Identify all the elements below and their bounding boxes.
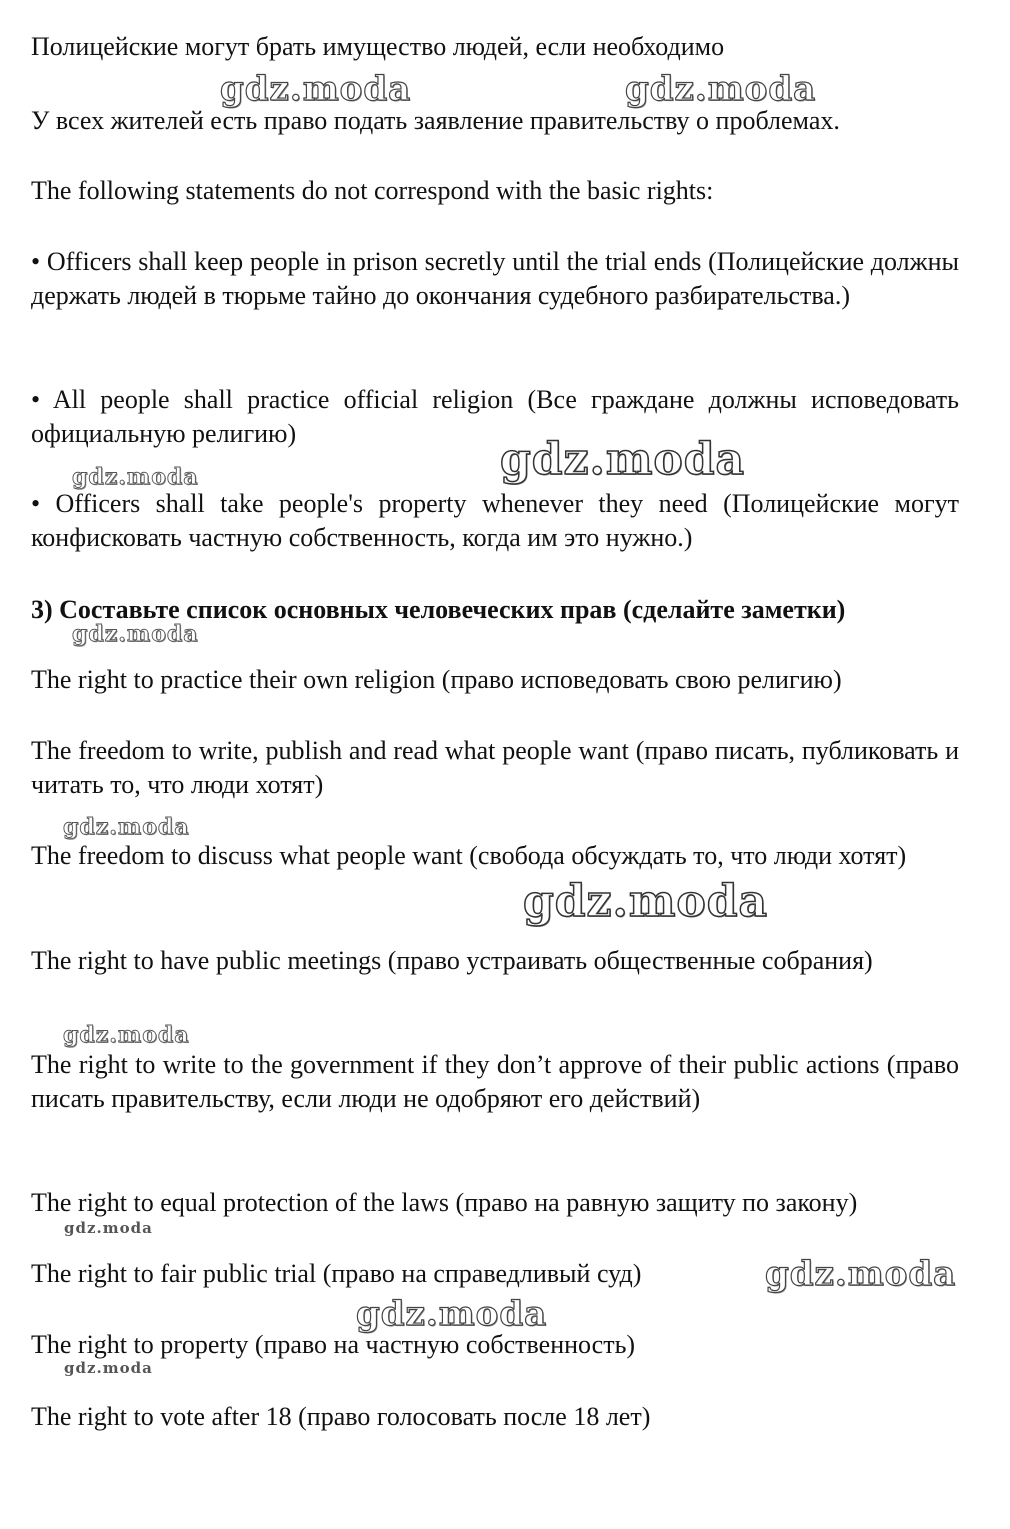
paragraph-police-property-ru: Полицейские могут брать имущество людей, если необходимо: [31, 32, 725, 61]
paragraph-petition-right-ru: У всех жителей есть право подать заявление правительству о проблемах.: [31, 106, 840, 135]
right-fair-trial: The right to fair public trial (право на справедливый суд): [31, 1259, 642, 1288]
watermark: gdz.moda: [63, 814, 190, 840]
bullet-take-property: • Officers shall take people's property whenever they need (Полицейские могут конфисковать частную собственность, когда им это нужно.): [31, 489, 959, 552]
bullet-secret-prison: • Officers shall keep people in prison secretly until the trial ends (Полицейские должны держать людей в тюрьме тайно до окончания судебного разбирательства.): [31, 247, 959, 310]
watermark: gdz.moda: [500, 434, 746, 485]
bullet-official-religion: • All people shall practice official religion (Все граждане должны исповедовать официальную религию): [31, 385, 959, 448]
right-vote: The right to vote after 18 (право голосовать после 18 лет): [31, 1402, 651, 1431]
right-write-publish-read: The freedom to write, publish and read what people want (право писать, публиковать и читать то, что люди хотят): [31, 736, 959, 799]
watermark: gdz.moda: [625, 69, 817, 109]
right-equal-protection: The right to equal protection of the laws (право на равную защиту по закону): [31, 1188, 858, 1217]
watermark: gdz.moda: [356, 1294, 548, 1334]
watermark: gdz.moda: [63, 1022, 190, 1048]
paragraph-statements-intro: The following statements do not correspond with the basic rights:: [31, 176, 714, 205]
right-write-government: The right to write to the government if they don’t approve of their public actions (право писать правительству, если люди не одобряют его действий): [31, 1050, 959, 1113]
right-property: The right to property (право на частную собственность): [31, 1330, 636, 1359]
right-religion: The right to practice their own religion (право исповедовать свою религию): [31, 665, 842, 694]
section-heading-basic-rights: 3) Составьте список основных человеческих прав (сделайте заметки): [31, 595, 846, 624]
watermark: gdz.moda: [765, 1254, 957, 1294]
watermark: gdz.moda: [72, 621, 199, 647]
right-discuss: The freedom to discuss what people want (свобода обсуждать то, что люди хотят): [31, 841, 907, 870]
right-public-meetings: The right to have public meetings (право устраивать общественные собрания): [31, 946, 873, 975]
watermark: gdz.moda: [64, 1219, 153, 1237]
watermark: gdz.moda: [64, 1359, 153, 1377]
watermark: gdz.moda: [220, 69, 412, 109]
watermark: gdz.moda: [523, 876, 769, 927]
watermark: gdz.moda: [72, 464, 199, 490]
